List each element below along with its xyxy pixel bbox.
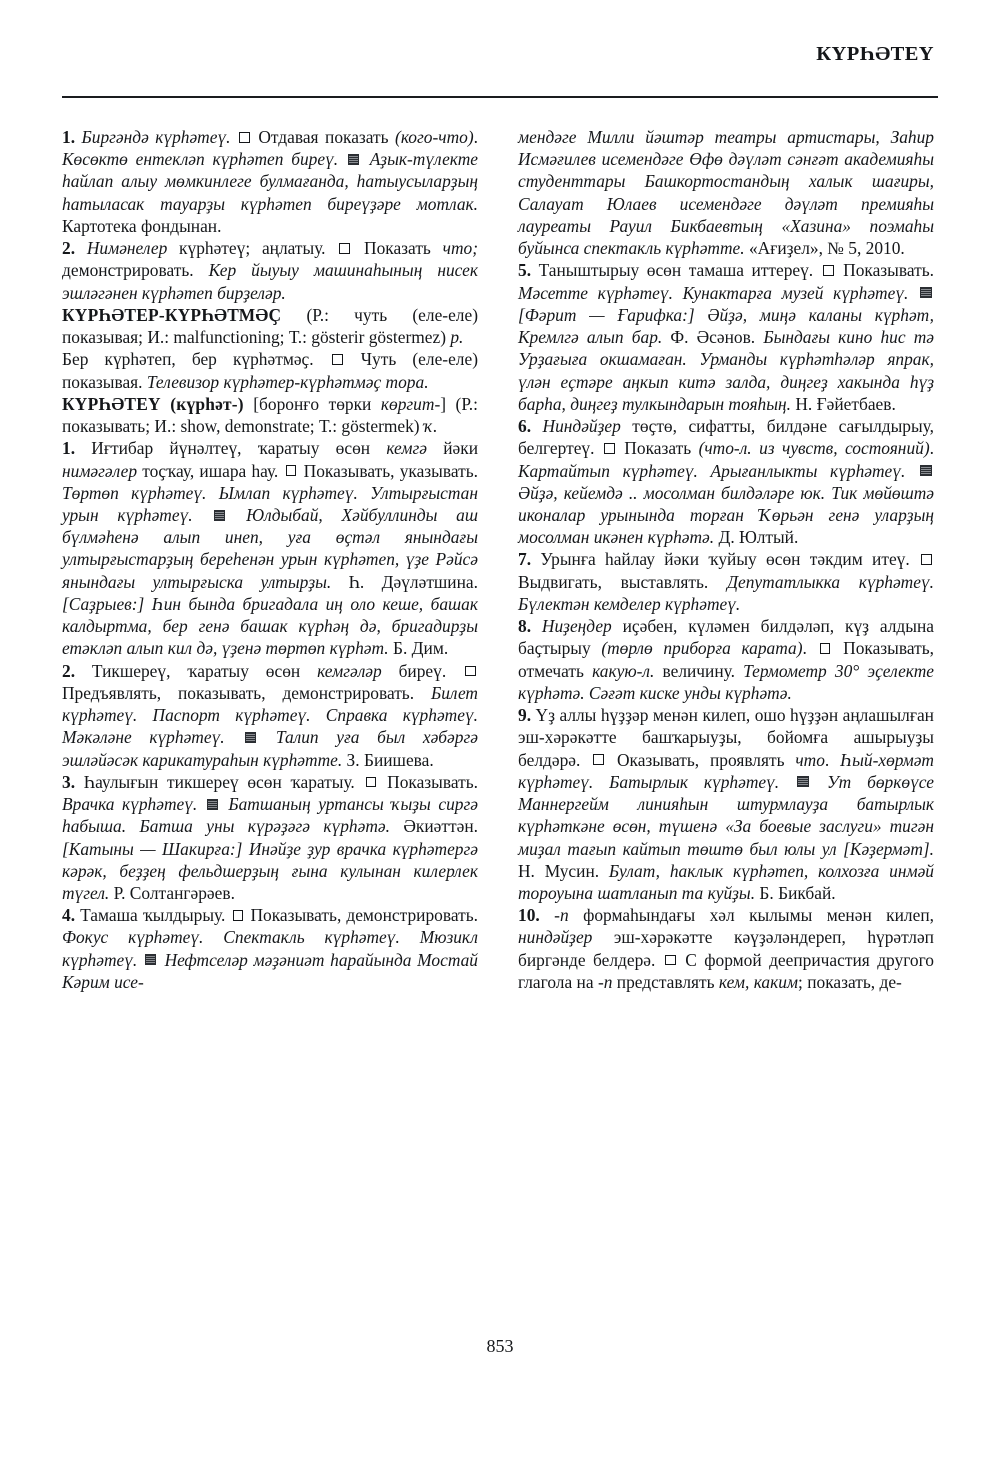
dictionary-entry: КҮРҺӘТЕҮ (күрһәт-) [боронғо төрки көргит-] (Р.: показывать; И.: show, demonstrate; Т.: göstermek) ҡ. — [62, 393, 478, 437]
sense-number: 10. — [518, 905, 540, 926]
quotation-marker-icon — [214, 510, 225, 521]
definition-marker-icon — [239, 132, 250, 143]
definition-marker-icon — [604, 443, 615, 454]
definition-marker-icon — [665, 955, 676, 966]
sense-entry: 1. Иғтибар йүнәлтеү, ҡаратыу өсөн кемгә йәки нимәгәлер тоҫҡау, ишара һау. Показывать, указывать. Төртөп күрһәтеү. Ымлап күрһәтеү. Ултырғыстан урын күрһәтеү. Юлдыбай, Хәйбуллинды аш бүлмәһенә алып инеп, уға өҫтәл янындағы ултырғыстарҙың береһенән урын күрһәтеп, үҙе Рәйсә янындағы ултырғыска ултырҙы. Һ. Дәүләтшина. [Саҙрыев:] Һин бында бригадала иң оло кеше, башак калдыртма, бер генә башак күрһәң дә, бригадирҙы етәкләп алып кил дә, үҙенә төртөп күрһәт. Б. Дим. — [62, 438, 478, 659]
sense-entry: 6. Ниндәйҙер төҫтө, сифатты, билдәне сағылдырыу, белгертеү. Показать (что-л. из чувств, состояний). Картайтып күрһәтеү. Арығанлыкты күрһәтеү. Әйҙә, кейемдә .. мосолман билдәләре юк. Тик мөйөштә иконалар урынында торған Ҡөрьән генә уларҙың мосолман икәнен күрһәтә. Д. Юлтый. — [518, 416, 934, 548]
running-head-text: КҮРҺӘТЕҮ — [816, 43, 934, 65]
sense-number: 1. — [62, 438, 76, 459]
sense-number: 5. — [518, 260, 532, 281]
entry-headword: КҮРҺӘТЕҮ — [62, 393, 161, 414]
definition-marker-icon — [593, 754, 604, 765]
entry-headword: КҮРҺӘТЕР-КҮРҺӘТМӘҪ — [62, 304, 282, 325]
sense-continuation: мендәге Милли йәштәр театры артистары, Заһир Исмәғилев исемендәге Өфө дәүләт сәнғәт академияһы студенттары Башкортостандың халык шағиры, Салауат Юлаев исемендәге дәүләт премияһы лауреаты Рауил Бикбаевтың «Хазина» поэмаһы буйынса спектакль күрһәтте. «Ағиҙел», № 5, 2010. — [518, 127, 934, 259]
sense-entry: 8. Ниҙеңдер иҫәбен, күләмен билдәләп, күҙ алдына баҫтырыу (төрлө приборға карата). Показывать, отмечать какую-л. величину. Термометр 30° эҫелекте күрһәтә. Сәғәт киске унды күрһәтә. — [518, 616, 934, 703]
quotation-marker-icon — [920, 465, 931, 476]
column-left — [62, 126, 478, 1366]
entry-headword-form: (күрһәт-) — [170, 393, 244, 414]
sense-entry: 10. -п формаһындағы хәл кылымы менән килеп, ниндәйҙер эш-хәрәкәтте кәүҙәләндереп, һүрәтләп биргәнде белдерә. С формой деепричастия другого глагола на -п представлять кем, каким; показать, де- — [518, 905, 934, 992]
sense-entry: 4. Тамаша ҡылдырыу. Показывать, демонстрировать. Фокус күрһәтеү. Спектакль күрһәтеү. Мюзикл күрһәтеү. Нефтселәр мәҙәниәт һарайында Мостай Кәрим исе- — [62, 905, 478, 992]
sense-entry: 1. Биргәндә күрһәтеү. Отдавая показать (кого-что). Көсөктө ентекләп күрһәтеп биреү. Аҙык-түлекте һайлап алыу мөмкинлеге булмағанда, һатыусыларҙың һатыласак тауарҙы күрһәтеп биреүҙәре мотлак. Картотека фондынан. — [62, 127, 478, 236]
definition-marker-icon — [366, 777, 377, 788]
sense-number: 8. — [518, 616, 532, 637]
sense-entry: 2. Нимәнелер күрһәтеү; аңлатыу. Показать что; демонстрировать. Кер йыуыу машинаһының нисек эшләгәнен күрһәтеп бирҙеләр. — [62, 238, 478, 303]
running-head — [62, 44, 938, 90]
sense-number: 9. — [518, 705, 532, 726]
quotation-marker-icon — [245, 732, 256, 743]
definition-marker-icon — [233, 910, 244, 921]
sense-number: 2. — [62, 660, 76, 681]
sense-number: 3. — [62, 771, 76, 792]
definition-marker-icon — [823, 265, 834, 276]
header-rule — [62, 96, 938, 98]
quotation-marker-icon — [920, 287, 931, 298]
sense-number: 1. — [62, 127, 76, 147]
sense-entry: 2. Тикшереү, ҡаратыу өсөн кемгәләр биреү. Предъявлять, показывать, демонстрировать. Билет күрһәтеү. Паспорт күрһәтеү. Справка күрһәтеү. Мәкәләне күрһәтеү. Талип уға был хәбәргә эшләйәсәк карикатураһын күрһәтте. З. Биишева. — [62, 660, 478, 770]
quotation-marker-icon — [145, 954, 156, 965]
column-right — [518, 126, 934, 1366]
sense-entry: 9. Үҙ аллы һүҙҙәр менән килеп, ошо һүҙҙән аңлашылған эш-хәрәкәтте башҡарыуҙы, бойомға ашырыуҙы белдәрә. Оказывать, проявлять что. Һый-хөрмәт күрһәтеү. Батырлык күрһәтеү. Ут бөркөүсе Маннергейм линияһын штурмлауҙа батырлык күрһәткәне өсөн, түшенә «За боевые заслуги» тигән миҙал тағып кайтып төштө был юлы ул [Кәҙермәт]. Н. Мусин. Булат, һаклык күрһәтеп, колхозға инмәй тороуына шатланып та куйҙы. Б. Бикбай. — [518, 705, 934, 903]
sense-number: 4. — [62, 905, 76, 926]
sense-entry: 3. Һаулығын тикшереү өсөн ҡаратыу. Показывать. Врачка күрһәтеү. Батшаның уртансы ҡыҙы сиргә һабыша. Батша уны күрәҙәгә күрһәтә. Әкиәттән. [Катыны — Шакирға:] Инәйҙе ҙур врачка күрһәтергә кәрәк, беҙҙең фельдшерҙың ғына кулынан килерлек түгел. Р. Солтангәрәев. — [62, 771, 478, 903]
definition-marker-icon — [332, 354, 343, 365]
definition-marker-icon — [339, 243, 350, 254]
quotation-marker-icon — [797, 776, 808, 787]
dictionary-entry: КҮРҺӘТЕР-КҮРҺӘТМӘҪ (Р.: чуть (еле-еле) показывая; И.: malfunctioning; Т.: gösterir göstermez) р. — [62, 304, 478, 348]
sense-entry: 5. Таныштырыу өсөн тамаша иттереү. Показывать. Мәсетте күрһәтеү. Кунактарға музей күрһәтеү. [Фәрит — Ғарифка:] Әйҙә, миңә каланы күрһәт, Кремлгә алып бар. Ф. Әсәнов. Бындағы кино һис тә Урҙағыға окшамаған. Урманды күрһәтһәләр япрак, үлән еҫтәре аңкып китә залда, диңгеҙ хакында һүҙ барһа, диңгеҙ тулкындарын тояһың. Н. Ғәйетбаев. — [518, 260, 934, 414]
definition-marker-icon — [820, 643, 831, 654]
text-columns — [62, 126, 938, 1366]
sense-number: 2. — [62, 238, 76, 259]
entry-example: Бер күрһәтеп, бер күрһәтмәҫ. Чуть (еле-еле) показывая. Телевизор күрһәтер-күрһәтмәҫ тора. — [62, 349, 478, 392]
page-number: 853 — [486, 1336, 514, 1356]
sense-number: 6. — [518, 416, 532, 437]
definition-marker-icon — [465, 666, 476, 677]
quotation-marker-icon — [207, 799, 218, 810]
sense-number: 7. — [518, 549, 532, 570]
definition-marker-icon — [921, 554, 932, 565]
quotation-marker-icon — [348, 154, 359, 165]
definition-marker-icon — [286, 465, 297, 476]
sense-entry: 7. Урынға һайлау йәки ҡуйыу өсөн тәкдим итеү. Выдвигать, выставлять. Депутатлыкка күрһәтеү. Бүлектән кемделер күрһәтеү. — [518, 549, 934, 614]
